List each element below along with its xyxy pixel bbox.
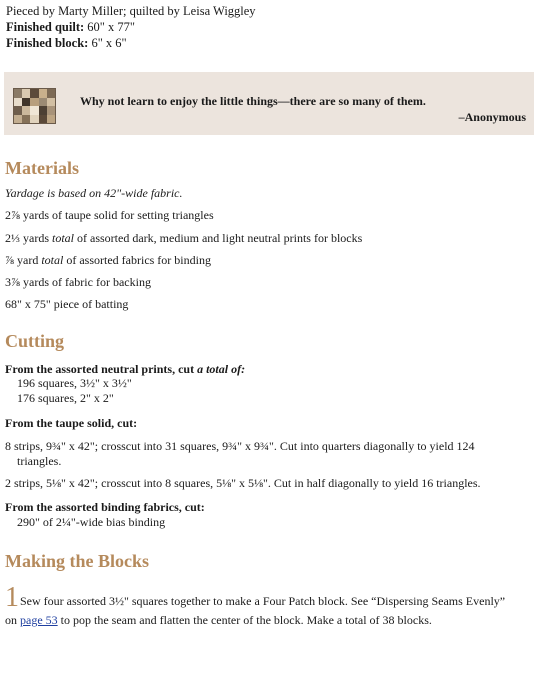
thumbnail-patch xyxy=(30,115,38,124)
materials-note: Yardage is based on 42"-wide fabric. xyxy=(5,186,183,200)
thumbnail-patch xyxy=(30,106,38,115)
materials-heading: Materials xyxy=(5,158,79,178)
thumbnail-patch xyxy=(22,115,30,124)
thumbnail-patch xyxy=(22,89,30,98)
finished-quilt: Finished quilt: 60" x 77" xyxy=(6,20,135,34)
thumbnail-patch xyxy=(14,89,22,98)
cutting-binding-label: From the assorted binding fabrics, cut: xyxy=(5,500,205,514)
thumbnail-patch xyxy=(30,98,38,107)
materials-item: ⅞ yard total of assorted fabrics for binding xyxy=(5,253,211,267)
page-link[interactable]: page 53 xyxy=(20,613,58,627)
materials-item: 68" x 75" piece of batting xyxy=(5,297,129,311)
step-text: Sew four assorted 3½" squares together to make a Four Patch block. See “Dispersing Seams Evenly” on page 53 to pop the seam and flatten the center of the block. Make a total of 38 blocks. xyxy=(5,594,506,627)
cutting-line: 176 squares, 2" x 2" xyxy=(17,391,114,405)
thumbnail-patch xyxy=(47,98,55,107)
quote-text: Why not learn to enjoy the little things—there are so many of them. xyxy=(80,94,426,108)
cutting-line: 8 strips, 9¾" x 42"; crosscut into 31 squares, 9¾" x 9¾". Cut into quarters diagonally to yield 124 xyxy=(5,439,475,453)
thumbnail-patch xyxy=(14,115,22,124)
thumbnail-patch xyxy=(39,115,47,124)
quilt-thumbnail-image xyxy=(13,88,56,124)
cutting-taupe-label: From the taupe solid, cut: xyxy=(5,416,138,430)
quote-box xyxy=(4,72,534,135)
cutting-heading: Cutting xyxy=(5,331,65,351)
cutting-line: triangles. xyxy=(17,454,62,468)
cutting-line: 196 squares, 3½" x 3½" xyxy=(17,376,132,390)
step-number: 1 xyxy=(5,582,19,613)
thumbnail-patch xyxy=(47,89,55,98)
thumbnail-patch xyxy=(22,106,30,115)
materials-item: 2⅓ yards total of assorted dark, medium and light neutral prints for blocks xyxy=(5,231,363,245)
cutting-neutral-list xyxy=(17,376,132,406)
thumbnail-patch xyxy=(39,98,47,107)
thumbnail-patch xyxy=(22,98,30,107)
finished-block: Finished block: 6" x 6" xyxy=(6,36,127,50)
thumbnail-patch xyxy=(14,98,22,107)
thumbnail-patch xyxy=(47,106,55,115)
thumbnail-patch xyxy=(30,89,38,98)
credits xyxy=(6,3,256,51)
thumbnail-patch xyxy=(14,106,22,115)
cutting-line: 290" of 2¼"-wide bias binding xyxy=(17,515,166,529)
materials-item: 3⅞ yards of fabric for backing xyxy=(5,275,151,289)
cutting-neutral-label: From the assorted neutral prints, cut a total of: xyxy=(5,362,246,376)
thumbnail-patch xyxy=(39,106,47,115)
cutting-line: 2 strips, 5⅛" x 42"; crosscut into 8 squares, 5⅛" x 5⅛". Cut in half diagonally to yield 16 triangles. xyxy=(5,476,481,490)
materials-item: 2⅞ yards of taupe solid for setting triangles xyxy=(5,208,214,222)
blocks-heading: Making the Blocks xyxy=(5,551,150,571)
thumbnail-patch xyxy=(47,115,55,124)
pieced-by: Pieced by Marty Miller; quilted by Leisa Wiggley xyxy=(6,4,256,18)
quote-attribution: –Anonymous xyxy=(458,110,526,124)
thumbnail-patch xyxy=(39,89,47,98)
